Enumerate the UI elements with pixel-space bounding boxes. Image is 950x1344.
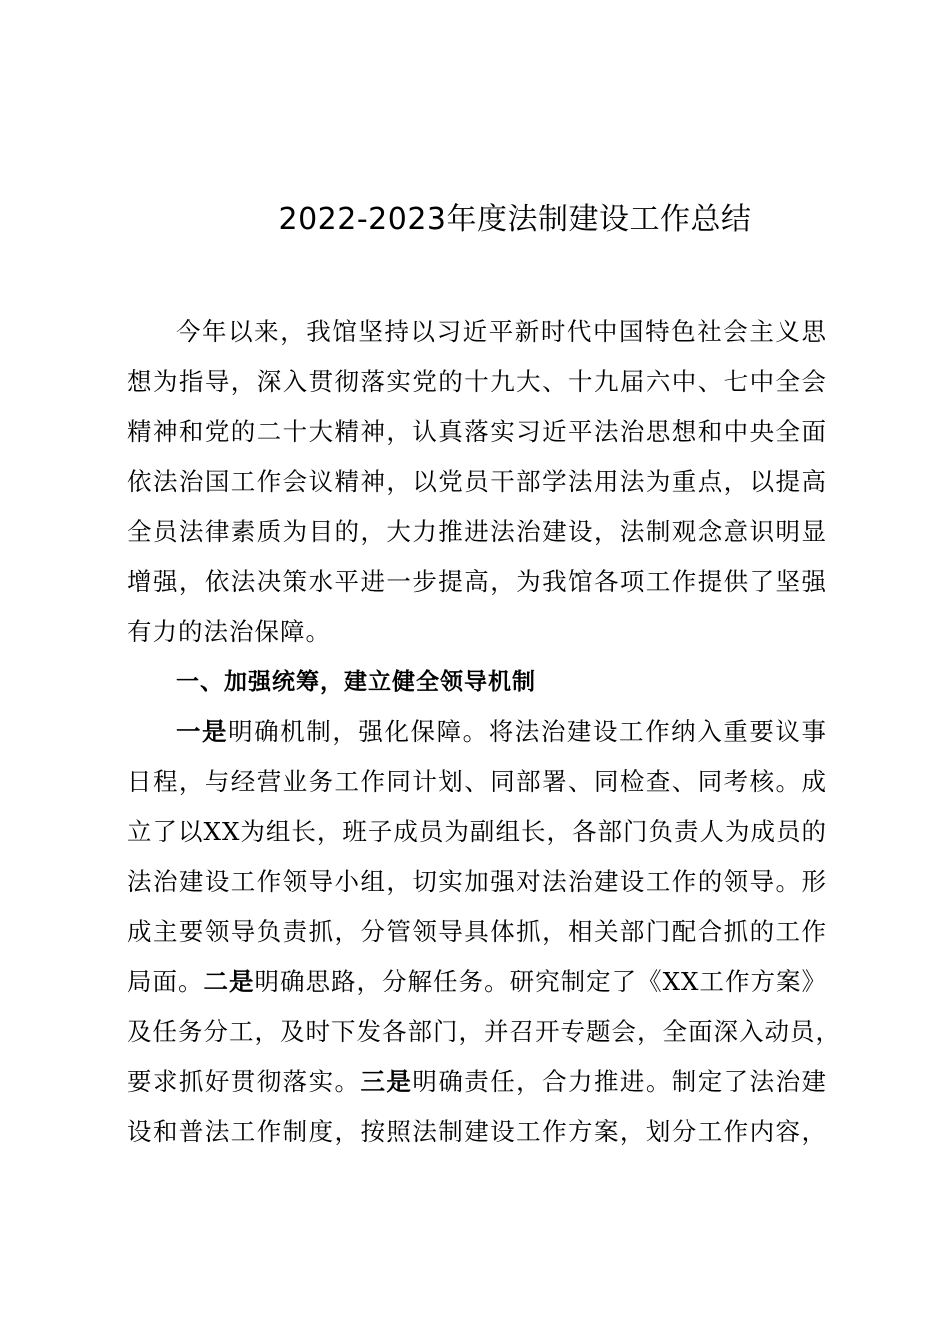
document-body	[127, 307, 841, 1157]
paragraph-line	[127, 707, 827, 757]
paragraph-line	[127, 1057, 827, 1107]
line-text: 明确机制，强化保障。将法治建设工作纳入重要议事	[228, 717, 827, 746]
line-text: 明确思路，分解任务。研究制定了《XX工作方案》	[254, 967, 828, 996]
paragraph-line: 法治建设工作领导小组，切实加强对法治建设工作的领导。形	[127, 867, 827, 896]
lead-phrase: 二是	[203, 967, 255, 996]
paragraph-line: 依法治国工作会议精神，以党员干部学法用法为重点，以提高	[127, 467, 827, 496]
paragraph-line: 想为指导，深入贯彻落实党的十九大、十九届六中、七中全会	[127, 367, 827, 396]
document-title: 2022-2023年度法制建设工作总结	[278, 202, 752, 237]
section-heading: 一、加强统筹，建立健全领导机制	[176, 669, 536, 695]
paragraph-line: 增强，依法决策水平进一步提高，为我馆各项工作提供了坚强	[127, 567, 827, 596]
intro-paragraph	[127, 307, 827, 657]
section-paragraph	[127, 707, 841, 1157]
line-text: 明确责任，合力推进。制定了法治建	[412, 1067, 828, 1096]
paragraph-line: 设和普法工作制度，按照法制建设工作方案，划分工作内容，	[127, 1117, 827, 1146]
paragraph-line	[127, 957, 827, 1007]
paragraph-line: 今年以来，我馆坚持以习近平新时代中国特色社会主义思	[176, 317, 827, 346]
paragraph-line: 精神和党的二十大精神，认真落实习近平法治思想和中央全面	[127, 417, 827, 446]
paragraph-line: 有力的法治保障。	[127, 617, 331, 646]
paragraph-line: 日程，与经营业务工作同计划、同部署、同检查、同考核。成	[127, 767, 827, 796]
lead-phrase: 三是	[360, 1067, 413, 1096]
line-text: 局面。	[127, 967, 204, 996]
paragraph-line: 全员法律素质为目的，大力推进法治建设，法制观念意识明显	[127, 517, 827, 546]
line-text: 要求抓好贯彻落实。	[127, 1067, 361, 1096]
paragraph-line: 立了以XX为组长，班子成员为副组长，各部门负责人为成员的	[127, 817, 827, 846]
lead-phrase: 一是	[176, 717, 229, 746]
paragraph-line: 成主要领导负责抓，分管领导具体抓，相关部门配合抓的工作	[127, 917, 827, 946]
paragraph-line: 及任务分工，及时下发各部门，并召开专题会，全面深入动员，	[127, 1017, 841, 1046]
